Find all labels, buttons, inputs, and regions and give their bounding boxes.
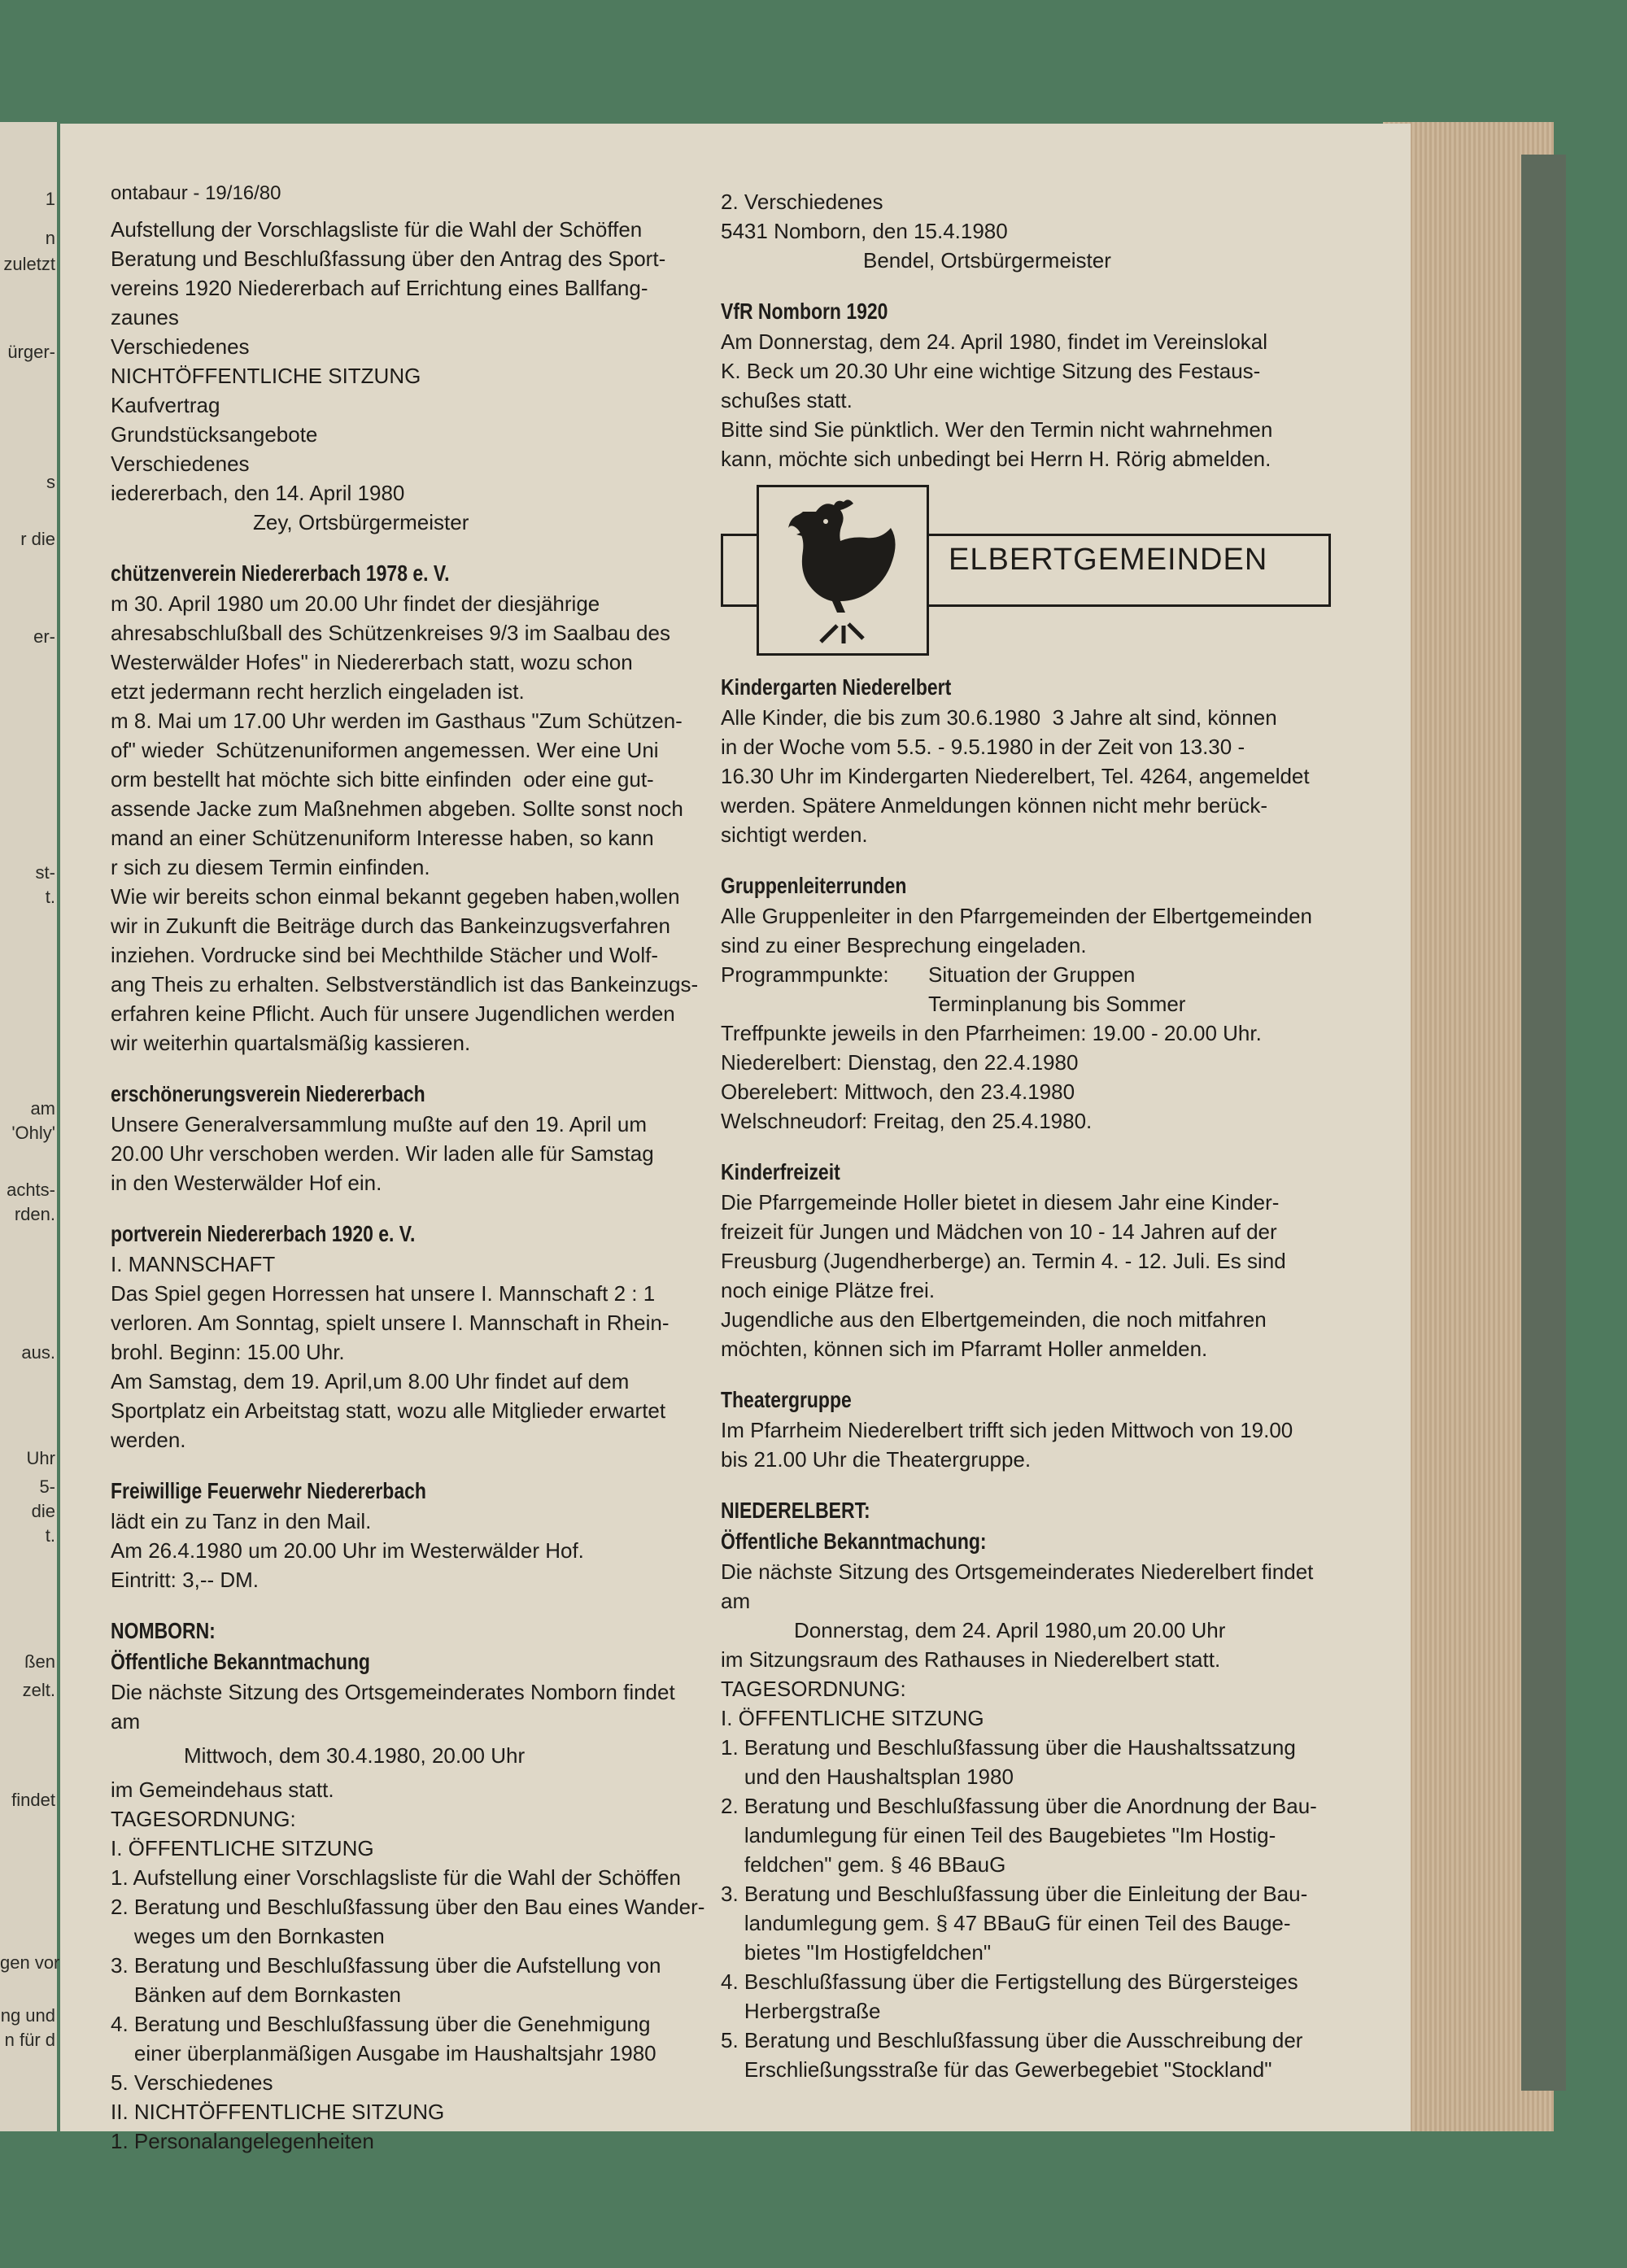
text-line: im Gemeindehaus statt.: [111, 1777, 334, 1802]
section-title-gruppenleiter: Gruppenleiterrunden: [721, 873, 907, 898]
text-line: möchten, können sich im Pfarramt Holler anmelden.: [721, 1337, 1208, 1361]
previous-page-text-fragment: zuletzt: [3, 254, 55, 274]
previous-page-text-fragment: ßen: [24, 1651, 55, 1672]
previous-page-text-fragment: t.: [45, 1525, 55, 1546]
text-line: K. Beck um 20.30 Uhr eine wichtige Sitzung des Festaus-: [721, 359, 1261, 383]
previous-page-text-fragment: ürger-: [7, 342, 55, 362]
programmpunkte-row-2: [721, 989, 1355, 1018]
programm-label: Programmpunkte:: [721, 962, 889, 987]
text-line: Alle Gruppenleiter in den Pfarrgemeinden der Elbertgemeinden: [721, 904, 1312, 928]
text-line: Grundstücksangebote: [111, 422, 318, 447]
text-line: am: [111, 1709, 141, 1734]
text-line: verloren. Am Sonntag, spielt unsere I. Mannschaft in Rhein-: [111, 1311, 670, 1335]
text-line: bietes "Im Hostigfeldchen": [721, 1940, 992, 1965]
nomborn-date: Mittwoch, dem 30.4.1980, 20.00 Uhr: [184, 1743, 526, 1768]
text-line: Welschneudorf: Freitag, den 25.4.1980.: [721, 1109, 1093, 1133]
text-line: Sportplatz ein Arbeitstag statt, wozu alle Mitglieder erwartet: [111, 1398, 666, 1423]
text-line: wir weiterhin quartalsmäßig kassieren.: [111, 1031, 471, 1055]
left-column: [111, 179, 713, 2156]
rooster-icon: [759, 487, 927, 653]
text-line: feldchen" gem. § 46 BBauG: [721, 1852, 1006, 1877]
previous-page-text-fragment: n für d: [4, 2030, 55, 2050]
programm-item-2: Terminplanung bis Sommer: [928, 992, 1186, 1016]
text-line: NICHTÖFFENTLICHE SITZUNG: [111, 364, 421, 388]
text-line: in der Woche vom 5.5. - 9.5.1980 in der Zeit von 13.30 -: [721, 735, 1245, 759]
text-line: einer überplanmäßigen Ausgabe im Haushaltsjahr 1980: [111, 2041, 656, 2065]
previous-page-text-fragment: gen vor: [0, 1952, 60, 1973]
text-line: assende Jacke zum Maßnehmen abgeben. Sollte sonst noch: [111, 796, 683, 821]
text-line: 16.30 Uhr im Kindergarten Niederelbert, Tel. 4264, angemeldet: [721, 764, 1310, 788]
text-line: Bänken auf dem Bornkasten: [111, 1982, 401, 2007]
gruppenleiter-text: [721, 901, 1355, 960]
text-line: Erschließungsstraße für das Gewerbegebiet "Stockland": [721, 2057, 1272, 2082]
programmpunkte-row: [721, 960, 1355, 989]
text-line: Bitte sind Sie pünktlich. Wer den Termin nicht wahrnehmen: [721, 417, 1273, 442]
text-line: Aufstellung der Vorschlagsliste für die Wahl der Schöffen: [111, 217, 643, 242]
agenda-block: [111, 215, 713, 508]
text-line: Die nächste Sitzung des Ortsgemeinderates Niederelbert findet: [721, 1559, 1314, 1584]
text-line: ahresabschlußball des Schützenkreises 9/3 im Saalbau des: [111, 621, 670, 645]
text-line: brohl. Beginn: 15.00 Uhr.: [111, 1340, 345, 1364]
text-line: werden.: [111, 1428, 186, 1452]
text-line: werden. Spätere Anmeldungen können nicht mehr berück-: [721, 793, 1268, 818]
previous-page-text-fragment: achts-: [7, 1180, 55, 1200]
text-line: Westerwälder Hofes" in Niedererbach statt, wozu schon: [111, 650, 633, 674]
page-header: ontabaur - 19/16/80: [111, 182, 281, 204]
previous-page-text-fragment: n: [45, 228, 55, 248]
schuetzenverein-text: [111, 589, 713, 1058]
text-line: 5. Beratung und Beschlußfassung über die Ausschreibung der: [721, 2028, 1303, 2052]
previous-page-text-fragment: s: [46, 472, 55, 492]
text-line: inziehen. Vordrucke sind bei Mechthilde Stächer und Wolf-: [111, 943, 659, 967]
text-line: Am Donnerstag, dem 24. April 1980, findet im Vereinslokal: [721, 329, 1268, 354]
text-line: Unsere Generalversammlung mußte auf den 19. April um: [111, 1112, 647, 1136]
section-title-theatergruppe: Theatergruppe: [721, 1387, 852, 1412]
text-line: orm bestellt hat möchte sich bitte einfinden oder eine gut-: [111, 767, 654, 792]
text-line: sichtigt werden.: [721, 822, 868, 847]
text-line: Verschiedenes: [111, 451, 250, 476]
text-line: TAGESORDNUNG:: [721, 1677, 906, 1701]
section-title-kinderfreizeit: Kinderfreizeit: [721, 1159, 840, 1184]
previous-page-text-fragment: 5-: [39, 1476, 55, 1497]
text-line: Die Pfarrgemeinde Holler bietet in diesem Jahr eine Kinder-: [721, 1190, 1280, 1215]
signature-bendel: Bendel, Ortsbürgermeister: [863, 248, 1111, 273]
previous-page-text-fragment: die: [31, 1501, 55, 1521]
nomborn-intro: [111, 1677, 713, 1736]
text-line: noch einige Plätze frei.: [721, 1278, 936, 1302]
section-title-kindergarten: Kindergarten Niederelbert: [721, 674, 952, 700]
previous-page-text-fragment: st-: [35, 862, 55, 883]
text-line: Wie wir bereits schon einmal bekannt gegeben haben,wollen: [111, 884, 680, 909]
previous-page-text-fragment: 'Ohly': [11, 1123, 55, 1143]
previous-page-text-fragment: am: [30, 1098, 55, 1119]
gruppenleiter-dates: [721, 1018, 1355, 1136]
previous-page-text-fragment: 1: [45, 189, 55, 209]
text-line: 4. Beschlußfassung über die Fertigstellung des Bürgersteiges: [721, 1969, 1298, 1994]
feuerwehr-text: [111, 1507, 713, 1594]
verschoenerungsverein-text: [111, 1110, 713, 1197]
text-line: freizeit für Jungen und Mädchen von 10 - 14 Jahren auf der: [721, 1219, 1277, 1244]
previous-page-text-fragment: Uhr: [26, 1448, 55, 1468]
text-line: wir in Zukunft die Beiträge durch das Bankeinzugsverfahren: [111, 914, 670, 938]
text-line: mand an einer Schützenuniform Interesse haben, so kann: [111, 826, 654, 850]
text-line: I. ÖFFENTLICHE SITZUNG: [721, 1706, 984, 1730]
text-line: vereins 1920 Niedererbach auf Errichtung eines Ballfang-: [111, 276, 648, 300]
text-line: zaunes: [111, 305, 179, 329]
text-line: landumlegung gem. § 47 BBauG für einen Teil des Bauge-: [721, 1911, 1291, 1935]
text-line: Niederelbert: Dienstag, den 22.4.1980: [721, 1050, 1079, 1075]
text-line: Freusburg (Jugendherberge) an. Termin 4. - 12. Juli. Es sind: [721, 1249, 1286, 1273]
logo-text: ELBERTGEMEINDEN: [949, 543, 1268, 577]
theatergruppe-text: [721, 1415, 1355, 1474]
text-line: Eintritt: 3,-- DM.: [111, 1568, 260, 1592]
text-line: 1. Beratung und Beschlußfassung über die Haushaltssatzung: [721, 1735, 1296, 1760]
text-line: Alle Kinder, die bis zum 30.6.1980 3 Jahre alt sind, können: [721, 705, 1277, 730]
text-line: bis 21.00 Uhr die Theatergruppe.: [721, 1447, 1032, 1472]
text-line: lädt ein zu Tanz in den Mail.: [111, 1509, 372, 1533]
text-line: 2. Beratung und Beschlußfassung über den Bau eines Wander-: [111, 1895, 705, 1919]
text-line: in den Westerwälder Hof ein.: [111, 1171, 382, 1195]
text-line: 3. Beratung und Beschlußfassung über die Einleitung der Bau-: [721, 1882, 1308, 1906]
text-line: Die nächste Sitzung des Ortsgemeinderates Nomborn findet: [111, 1680, 675, 1704]
text-line: r sich zu diesem Termin einfinden.: [111, 855, 430, 879]
text-line: Jugendliche aus den Elbertgemeinden, die noch mitfahren: [721, 1307, 1267, 1332]
text-line: iedererbach, den 14. April 1980: [111, 481, 405, 505]
nomborn-agenda: [111, 1775, 713, 2156]
book-cover: [1521, 155, 1566, 2091]
text-line: Das Spiel gegen Horressen hat unsere I. Mannschaft 2 : 1: [111, 1281, 656, 1306]
text-line: am: [721, 1589, 751, 1613]
text-line: landumlegung für einen Teil des Baugebietes "Im Hostig-: [721, 1823, 1276, 1847]
logo-emblem-box: [757, 485, 929, 656]
text-line: im Sitzungsraum des Rathauses in Niederelbert statt.: [721, 1647, 1221, 1672]
previous-page-text-fragment: ng und: [0, 2005, 55, 2026]
section-title-schuetzenverein: chützenverein Niedererbach 1978 e. V.: [111, 560, 450, 586]
niederelbert-agenda: [721, 1645, 1355, 2084]
text-line: weges um den Bornkasten: [111, 1924, 385, 1948]
previous-page-text-fragment: t.: [45, 887, 55, 907]
elbertgemeinden-logo: [721, 485, 1339, 656]
text-line: erfahren keine Pflicht. Auch für unsere Jugendlichen werden: [111, 1001, 675, 1026]
text-line: Am Samstag, dem 19. April,um 8.00 Uhr findet auf dem: [111, 1369, 630, 1394]
text-line: 3. Beratung und Beschlußfassung über die Aufstellung von: [111, 1953, 661, 1978]
previous-page-text-fragment: zelt.: [22, 1680, 55, 1700]
kindergarten-text: [721, 703, 1355, 849]
text-line: 20.00 Uhr verschoben werden. Wir laden alle für Samstag: [111, 1141, 654, 1166]
text-line: 1. Aufstellung einer Vorschlagsliste für die Wahl der Schöffen: [111, 1865, 681, 1890]
newspaper-page: [60, 124, 1411, 2153]
previous-page-text-fragment: findet: [11, 1790, 55, 1810]
text-line: ang Theis zu erhalten. Selbstverständlich ist das Bankeinzugs-: [111, 972, 699, 997]
text-line: 4. Beratung und Beschlußfassung über die Genehmigung: [111, 2012, 651, 2036]
right-column: [721, 187, 1355, 2084]
previous-page-text-fragment: er-: [33, 626, 55, 647]
text-line: etzt jedermann recht herzlich eingeladen ist.: [111, 679, 525, 704]
section-title-vfr: VfR Nomborn 1920: [721, 299, 888, 324]
text-line: Treffpunkte jeweils in den Pfarrheimen: 19.00 - 20.00 Uhr.: [721, 1021, 1262, 1045]
text-line: 2. Verschiedenes: [721, 190, 883, 214]
text-line: sind zu einer Besprechung eingeladen.: [721, 933, 1087, 957]
vfr-text: [721, 327, 1355, 473]
text-line: I. MANNSCHAFT: [111, 1252, 276, 1276]
nomborn-closing: [721, 187, 1355, 246]
text-line: 5. Verschiedenes: [111, 2070, 273, 2095]
previous-page-text-fragment: rden.: [14, 1204, 55, 1224]
text-line: II. NICHTÖFFENTLICHE SITZUNG: [111, 2100, 445, 2124]
text-line: Am 26.4.1980 um 20.00 Uhr im Westerwälder Hof.: [111, 1538, 584, 1563]
text-line: Verschiedenes: [111, 334, 250, 359]
text-line: 1. Personalangelegenheiten: [111, 2129, 374, 2153]
text-line: 5431 Nomborn, den 15.4.1980: [721, 219, 1008, 243]
section-title-niederelbert: NIEDERELBERT:: [721, 1498, 870, 1523]
previous-page-text-fragment: r die: [20, 529, 55, 549]
section-title-nomborn: NOMBORN:: [111, 1618, 216, 1643]
text-line: und den Haushaltsplan 1980: [721, 1764, 1014, 1789]
text-line: m 8. Mai um 17.00 Uhr werden im Gasthaus "Zum Schützen-: [111, 709, 683, 733]
text-line: m 30. April 1980 um 20.00 Uhr findet der diesjährige: [111, 591, 600, 616]
text-line: 2. Beratung und Beschlußfassung über die Anordnung der Bau-: [721, 1794, 1317, 1818]
section-title-verschoenerungsverein: erschönerungsverein Niedererbach: [111, 1081, 425, 1106]
signature-zey: Zey, Ortsbürgermeister: [253, 510, 469, 534]
niederelbert-date: Donnerstag, dem 24. April 1980,um 20.00 Uhr: [794, 1618, 1226, 1642]
text-line: TAGESORDNUNG:: [111, 1807, 296, 1831]
text-line: Beratung und Beschlußfassung über den Antrag des Sport-: [111, 246, 666, 271]
niederelbert-intro: [721, 1557, 1355, 1616]
text-line: Im Pfarrheim Niederelbert trifft sich jeden Mittwoch von 19.00: [721, 1418, 1293, 1442]
kinderfreizeit-text: [721, 1188, 1355, 1363]
text-line: Herbergstraße: [721, 1999, 881, 2023]
section-title-feuerwehr: Freiwillige Feuerwehr Niedererbach: [111, 1478, 426, 1503]
text-line: Oberelebert: Mittwoch, den 23.4.1980: [721, 1079, 1075, 1104]
section-subtitle-niederelbert: Öffentliche Bekanntmachung:: [721, 1529, 987, 1554]
text-line: Kaufvertrag: [111, 393, 220, 417]
text-line: of" wieder Schützenuniformen angemessen. Wer eine Uni: [111, 738, 659, 762]
sportverein-text: [111, 1250, 713, 1455]
text-line: schußes statt.: [721, 388, 853, 412]
section-subtitle-nomborn: Öffentliche Bekanntmachung: [111, 1649, 370, 1674]
programm-item-1: Situation der Gruppen: [928, 962, 1136, 987]
text-line: kann, möchte sich unbedingt bei Herrn H. Rörig abmelden.: [721, 447, 1272, 471]
previous-page-text-fragment: aus.: [21, 1342, 55, 1363]
section-title-sportverein: portverein Niedererbach 1920 e. V.: [111, 1221, 416, 1246]
text-line: I. ÖFFENTLICHE SITZUNG: [111, 1836, 374, 1860]
